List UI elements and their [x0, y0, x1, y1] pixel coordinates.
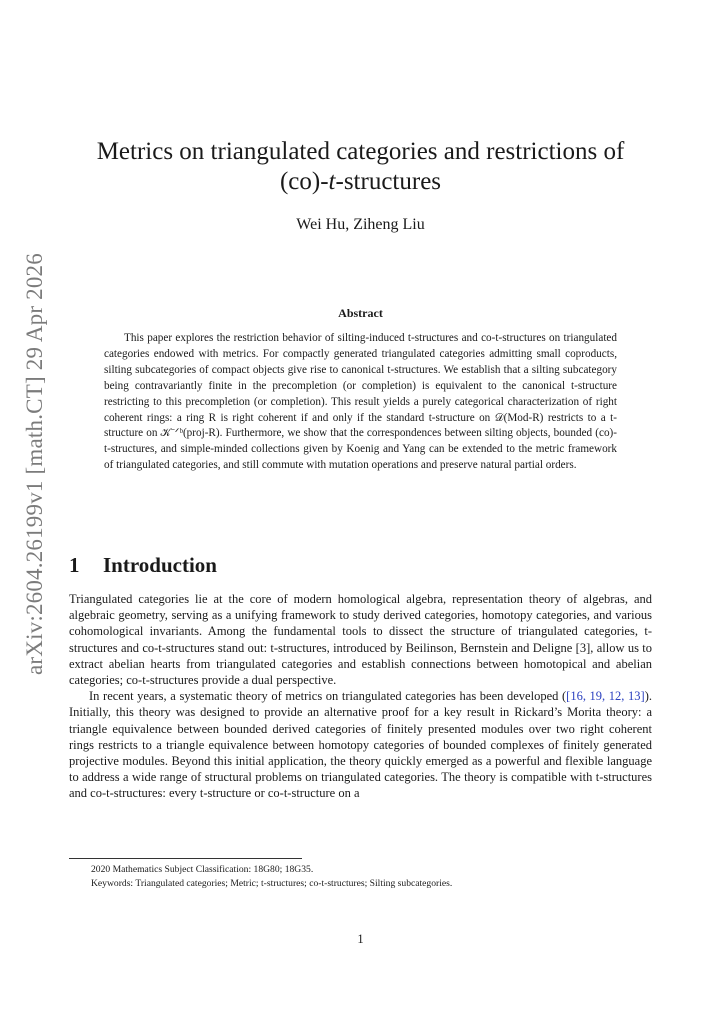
footnotes — [91, 863, 651, 891]
title-line-1: Metrics on triangulated categories and restrictions of — [96, 138, 625, 165]
abstract-text: This paper explores the restriction behavior of silting-induced t-structures and co-t-structures on triangulated categories endowed with metrics. For compactly generated triangulated categories admitting small coproducts, silting subcategories of compact objects give rise to canonical t-structures. We establish that a silting subcategory being contravariantly finite in the precompletion (or completion) is equivalent to the canonical t-structure restricting to this precompletion (or completion). This result yields a purely categorical characterization of right coherent rings: a ring R is right coherent if and only if the standard t-structure on 𝒟(Mod-R) restricts to a t-structure on 𝒦⁻ᐟᵇ(proj-R). Furthermore, we show that the correspondences between silting objects, bounded (co)-t-structures, and simple-minded collections given by Koenig and Yang can be extended to the metric framework of triangulated categories, and still commute with mutation operations and preserve natural partial orders. — [104, 332, 617, 472]
footnote-divider — [69, 858, 302, 859]
intro-paragraph-1: Triangulated categories lie at the core of modern homological algebra, representation theory of algebras, and algebraic geometry, serving as a unifying framework to study derived categories, homotopy categories, and various cohomological invariants. Among the fundamental tools to dissect the structure of triangulated categories, t-structures and co-t-structures stand out: t-structures, introduced by Beilinson, Bernstein and Deligne [3], allow us to extract abelian hearts from triangulated categories and establish connections between homotopical and abelian categories; co-t-structures provide a dual perspective. — [69, 592, 652, 688]
footnote-keywords: Keywords: Triangulated categories; Metric; t-structures; co-t-structures; Silting subcategories. — [91, 878, 453, 889]
section-title: Introduction — [103, 553, 217, 577]
title-line-2: (co)-t-structures — [279, 168, 442, 195]
author-list: Wei Hu, Ziheng Liu — [296, 216, 425, 233]
introduction-body — [69, 591, 652, 802]
paper-title — [70, 137, 651, 197]
page-number: 1 — [357, 932, 364, 946]
citation-link[interactable]: [16, 19, 12, 13] — [566, 689, 645, 704]
abstract-heading: Abstract — [338, 306, 383, 320]
footnote-msc: 2020 Mathematics Subject Classification: 18G80; 18G35. — [91, 864, 314, 875]
section-number: 1 — [69, 553, 80, 577]
arxiv-identifier-stamp: arXiv:2604.26199v1 [math.CT] 29 Apr 2026 — [22, 253, 47, 675]
section-heading — [69, 553, 217, 578]
intro-paragraph-2: In recent years, a systematic theory of metrics on triangulated categories has been developed ([16, 19, 12, 13]). Initially, this theory was designed to provide an alternative proof for a key result in Rickard’s Morita theory: a triangle equivalence between bounded derived categories of finitely presented modules over two right coherent rings restricts to a triangle equivalence between homotopy categories of bounded complexes of finitely generated projective modules. Beyond this initial application, the theory quickly emerged as a powerful and flexible language to address a wide range of structural problems on triangulated categories. The theory is compatible with t-structures and co-t-structures: every t-structure or co-t-structure on a — [69, 689, 652, 801]
